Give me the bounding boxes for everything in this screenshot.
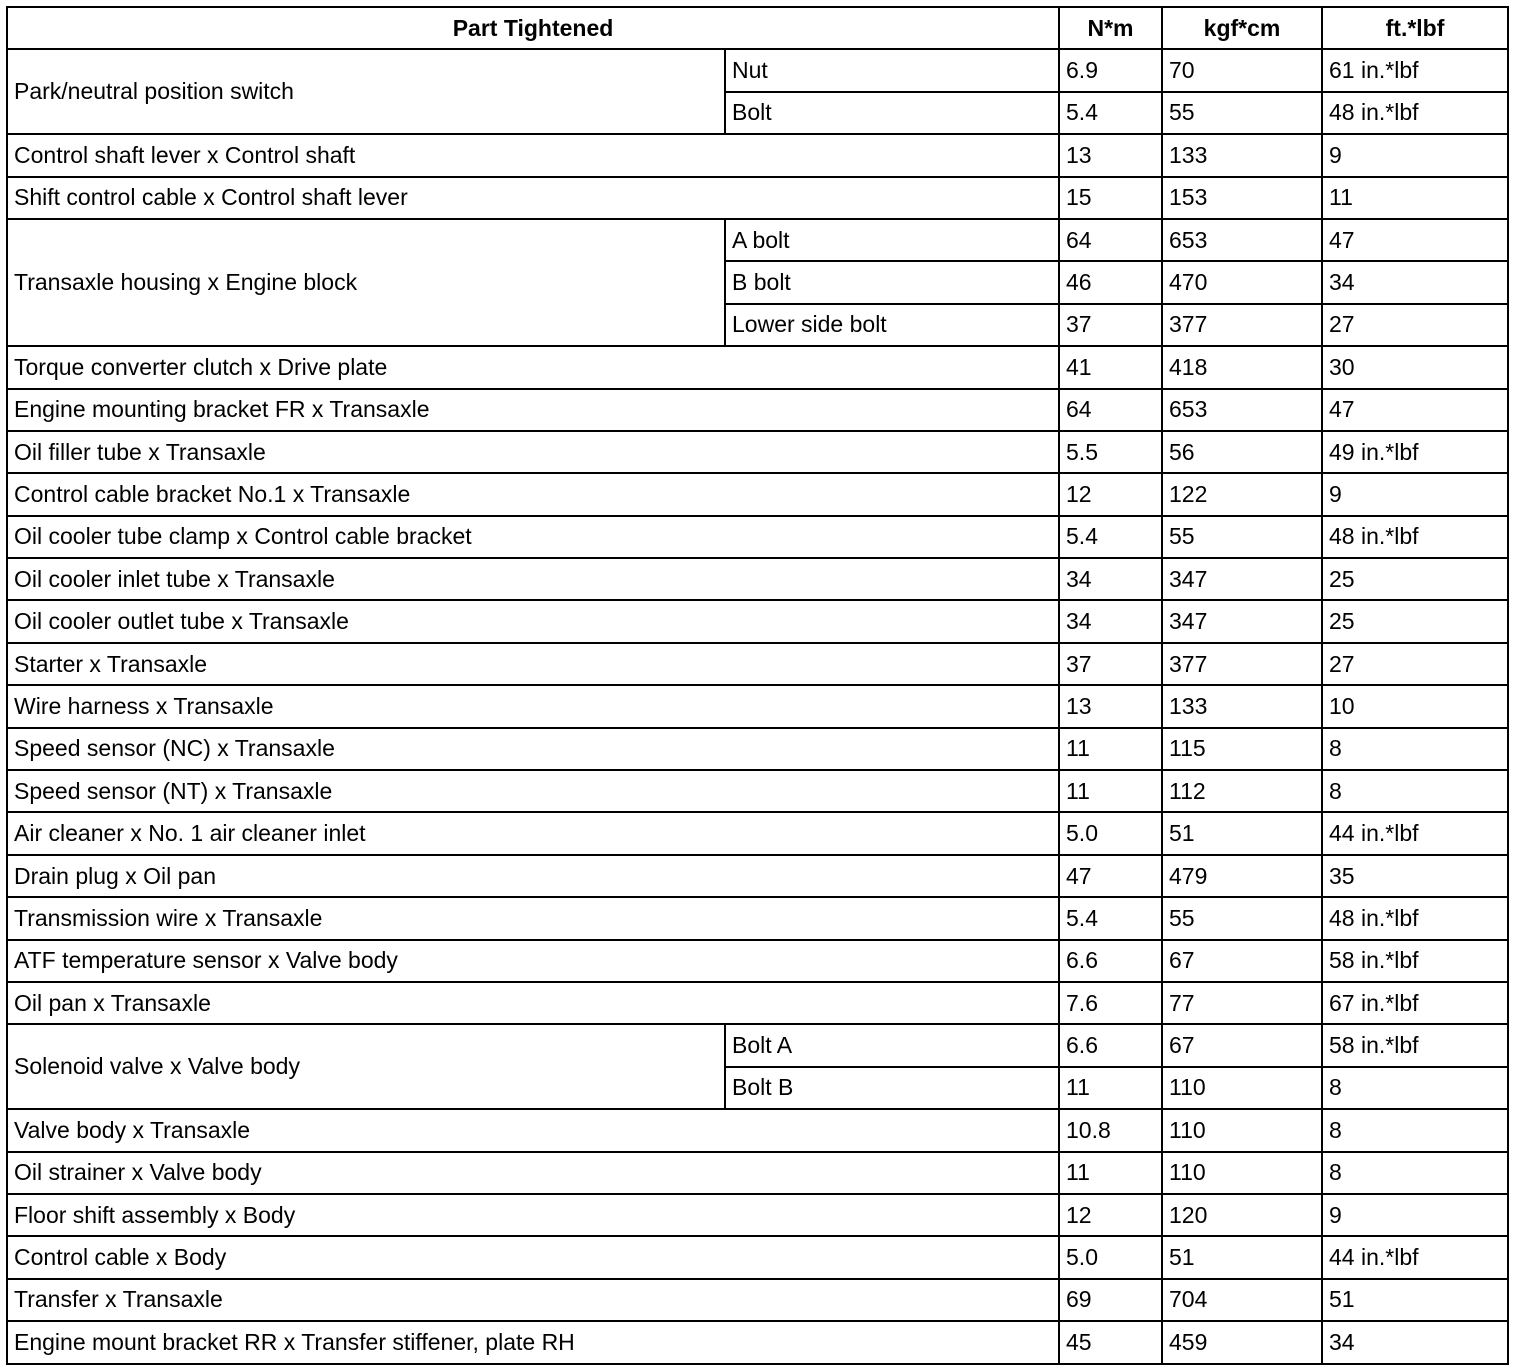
part-name-cell: Torque converter clutch x Drive plate — [7, 346, 1059, 388]
part-name-cell: Park/neutral position switch — [7, 49, 725, 134]
nm-value-cell: 5.4 — [1059, 92, 1162, 134]
part-name-cell: Wire harness x Transaxle — [7, 685, 1059, 727]
kgfcm-value-cell: 77 — [1162, 982, 1322, 1024]
kgfcm-value-cell: 55 — [1162, 897, 1322, 939]
nm-value-cell: 13 — [1059, 134, 1162, 176]
table-row — [7, 1024, 1508, 1066]
nm-value-cell: 13 — [1059, 685, 1162, 727]
nm-value-cell: 5.0 — [1059, 812, 1162, 854]
table-row — [7, 346, 1508, 388]
ftlbf-value-cell: 27 — [1322, 643, 1508, 685]
table-row — [7, 855, 1508, 897]
kgfcm-value-cell: 347 — [1162, 558, 1322, 600]
table-row — [7, 643, 1508, 685]
ftlbf-value-cell: 8 — [1322, 770, 1508, 812]
ftlbf-value-cell: 35 — [1322, 855, 1508, 897]
table-row — [7, 1279, 1508, 1321]
table-row — [7, 728, 1508, 770]
part-name-cell: Oil pan x Transaxle — [7, 982, 1059, 1024]
part-name-cell: Transfer x Transaxle — [7, 1279, 1059, 1321]
part-name-cell: Drain plug x Oil pan — [7, 855, 1059, 897]
kgfcm-value-cell: 153 — [1162, 177, 1322, 219]
part-name-cell: Transaxle housing x Engine block — [7, 219, 725, 346]
ftlbf-value-cell: 67 in.*lbf — [1322, 982, 1508, 1024]
ftlbf-value-cell: 9 — [1322, 1194, 1508, 1236]
kgfcm-value-cell: 110 — [1162, 1109, 1322, 1151]
part-name-cell: Speed sensor (NC) x Transaxle — [7, 728, 1059, 770]
header-row — [7, 7, 1508, 49]
nm-value-cell: 7.6 — [1059, 982, 1162, 1024]
part-name-cell: Speed sensor (NT) x Transaxle — [7, 770, 1059, 812]
nm-value-cell: 45 — [1059, 1321, 1162, 1363]
kgfcm-value-cell: 115 — [1162, 728, 1322, 770]
kgfcm-value-cell: 377 — [1162, 643, 1322, 685]
nm-value-cell: 5.0 — [1059, 1236, 1162, 1278]
part-name-cell: Control cable x Body — [7, 1236, 1059, 1278]
table-row — [7, 897, 1508, 939]
nm-value-cell: 15 — [1059, 177, 1162, 219]
ftlbf-value-cell: 44 in.*lbf — [1322, 812, 1508, 854]
ftlbf-value-cell: 34 — [1322, 261, 1508, 303]
fastener-cell: Bolt A — [725, 1024, 1059, 1066]
part-name-cell: Air cleaner x No. 1 air cleaner inlet — [7, 812, 1059, 854]
ftlbf-value-cell: 9 — [1322, 134, 1508, 176]
nm-value-cell: 47 — [1059, 855, 1162, 897]
nm-value-cell: 64 — [1059, 389, 1162, 431]
table-body — [7, 49, 1508, 1363]
ftlbf-value-cell: 48 in.*lbf — [1322, 897, 1508, 939]
part-name-cell: Engine mount bracket RR x Transfer stiffener, plate RH — [7, 1321, 1059, 1363]
kgfcm-value-cell: 120 — [1162, 1194, 1322, 1236]
ftlbf-value-cell: 8 — [1322, 1067, 1508, 1109]
table-row — [7, 685, 1508, 727]
nm-value-cell: 6.9 — [1059, 49, 1162, 91]
nm-value-cell: 37 — [1059, 643, 1162, 685]
part-name-cell: Starter x Transaxle — [7, 643, 1059, 685]
header-kgfcm: kgf*cm — [1162, 7, 1322, 49]
kgfcm-value-cell: 112 — [1162, 770, 1322, 812]
part-name-cell: Control cable bracket No.1 x Transaxle — [7, 473, 1059, 515]
ftlbf-value-cell: 25 — [1322, 600, 1508, 642]
table-row — [7, 558, 1508, 600]
table-row — [7, 1152, 1508, 1194]
kgfcm-value-cell: 653 — [1162, 219, 1322, 261]
ftlbf-value-cell: 8 — [1322, 1152, 1508, 1194]
nm-value-cell: 10.8 — [1059, 1109, 1162, 1151]
nm-value-cell: 12 — [1059, 473, 1162, 515]
ftlbf-value-cell: 44 in.*lbf — [1322, 1236, 1508, 1278]
kgfcm-value-cell: 347 — [1162, 600, 1322, 642]
table-row — [7, 600, 1508, 642]
part-name-cell: Solenoid valve x Valve body — [7, 1024, 725, 1109]
kgfcm-value-cell: 56 — [1162, 431, 1322, 473]
table-row — [7, 219, 1508, 261]
table-row — [7, 770, 1508, 812]
kgfcm-value-cell: 67 — [1162, 940, 1322, 982]
kgfcm-value-cell: 653 — [1162, 389, 1322, 431]
kgfcm-value-cell: 51 — [1162, 812, 1322, 854]
kgfcm-value-cell: 133 — [1162, 685, 1322, 727]
kgfcm-value-cell: 122 — [1162, 473, 1322, 515]
table-row — [7, 177, 1508, 219]
header-nm: N*m — [1059, 7, 1162, 49]
kgfcm-value-cell: 55 — [1162, 92, 1322, 134]
torque-specification-table — [6, 6, 1509, 1365]
part-name-cell: Oil cooler tube clamp x Control cable bracket — [7, 516, 1059, 558]
part-name-cell: Oil cooler inlet tube x Transaxle — [7, 558, 1059, 600]
fastener-cell: A bolt — [725, 219, 1059, 261]
part-name-cell: Floor shift assembly x Body — [7, 1194, 1059, 1236]
table-row — [7, 812, 1508, 854]
table-row — [7, 516, 1508, 558]
ftlbf-value-cell: 8 — [1322, 728, 1508, 770]
kgfcm-value-cell: 67 — [1162, 1024, 1322, 1066]
part-name-cell: Oil cooler outlet tube x Transaxle — [7, 600, 1059, 642]
nm-value-cell: 34 — [1059, 558, 1162, 600]
ftlbf-value-cell: 58 in.*lbf — [1322, 1024, 1508, 1066]
kgfcm-value-cell: 133 — [1162, 134, 1322, 176]
header-part-tightened: Part Tightened — [7, 7, 1059, 49]
part-name-cell: Valve body x Transaxle — [7, 1109, 1059, 1151]
table-row — [7, 1194, 1508, 1236]
kgfcm-value-cell: 110 — [1162, 1067, 1322, 1109]
part-name-cell: ATF temperature sensor x Valve body — [7, 940, 1059, 982]
table-row — [7, 389, 1508, 431]
ftlbf-value-cell: 61 in.*lbf — [1322, 49, 1508, 91]
part-name-cell: Engine mounting bracket FR x Transaxle — [7, 389, 1059, 431]
ftlbf-value-cell: 48 in.*lbf — [1322, 516, 1508, 558]
ftlbf-value-cell: 51 — [1322, 1279, 1508, 1321]
nm-value-cell: 5.4 — [1059, 897, 1162, 939]
nm-value-cell: 69 — [1059, 1279, 1162, 1321]
part-name-cell: Oil strainer x Valve body — [7, 1152, 1059, 1194]
kgfcm-value-cell: 70 — [1162, 49, 1322, 91]
part-name-cell: Shift control cable x Control shaft lever — [7, 177, 1059, 219]
ftlbf-value-cell: 10 — [1322, 685, 1508, 727]
ftlbf-value-cell: 11 — [1322, 177, 1508, 219]
nm-value-cell: 11 — [1059, 770, 1162, 812]
nm-value-cell: 12 — [1059, 1194, 1162, 1236]
table-row — [7, 1109, 1508, 1151]
ftlbf-value-cell: 49 in.*lbf — [1322, 431, 1508, 473]
nm-value-cell: 41 — [1059, 346, 1162, 388]
ftlbf-value-cell: 47 — [1322, 219, 1508, 261]
table-row — [7, 1236, 1508, 1278]
ftlbf-value-cell: 58 in.*lbf — [1322, 940, 1508, 982]
nm-value-cell: 64 — [1059, 219, 1162, 261]
fastener-cell: Bolt B — [725, 1067, 1059, 1109]
ftlbf-value-cell: 34 — [1322, 1321, 1508, 1363]
nm-value-cell: 6.6 — [1059, 1024, 1162, 1066]
kgfcm-value-cell: 459 — [1162, 1321, 1322, 1363]
fastener-cell: B bolt — [725, 261, 1059, 303]
table-row — [7, 982, 1508, 1024]
table-row — [7, 940, 1508, 982]
nm-value-cell: 11 — [1059, 728, 1162, 770]
fastener-cell: Lower side bolt — [725, 304, 1059, 346]
table-row — [7, 49, 1508, 91]
table-row — [7, 1321, 1508, 1363]
kgfcm-value-cell: 470 — [1162, 261, 1322, 303]
kgfcm-value-cell: 55 — [1162, 516, 1322, 558]
table-row — [7, 431, 1508, 473]
header-ftlbf: ft.*lbf — [1322, 7, 1508, 49]
fastener-cell: Bolt — [725, 92, 1059, 134]
kgfcm-value-cell: 377 — [1162, 304, 1322, 346]
table-row — [7, 473, 1508, 515]
ftlbf-value-cell: 30 — [1322, 346, 1508, 388]
nm-value-cell: 5.5 — [1059, 431, 1162, 473]
ftlbf-value-cell: 48 in.*lbf — [1322, 92, 1508, 134]
nm-value-cell: 5.4 — [1059, 516, 1162, 558]
kgfcm-value-cell: 110 — [1162, 1152, 1322, 1194]
ftlbf-value-cell: 9 — [1322, 473, 1508, 515]
ftlbf-value-cell: 8 — [1322, 1109, 1508, 1151]
part-name-cell: Control shaft lever x Control shaft — [7, 134, 1059, 176]
kgfcm-value-cell: 51 — [1162, 1236, 1322, 1278]
kgfcm-value-cell: 418 — [1162, 346, 1322, 388]
part-name-cell: Oil filler tube x Transaxle — [7, 431, 1059, 473]
nm-value-cell: 37 — [1059, 304, 1162, 346]
nm-value-cell: 34 — [1059, 600, 1162, 642]
part-name-cell: Transmission wire x Transaxle — [7, 897, 1059, 939]
kgfcm-value-cell: 704 — [1162, 1279, 1322, 1321]
nm-value-cell: 11 — [1059, 1152, 1162, 1194]
ftlbf-value-cell: 27 — [1322, 304, 1508, 346]
table-row — [7, 134, 1508, 176]
kgfcm-value-cell: 479 — [1162, 855, 1322, 897]
fastener-cell: Nut — [725, 49, 1059, 91]
ftlbf-value-cell: 25 — [1322, 558, 1508, 600]
nm-value-cell: 6.6 — [1059, 940, 1162, 982]
ftlbf-value-cell: 47 — [1322, 389, 1508, 431]
nm-value-cell: 46 — [1059, 261, 1162, 303]
nm-value-cell: 11 — [1059, 1067, 1162, 1109]
